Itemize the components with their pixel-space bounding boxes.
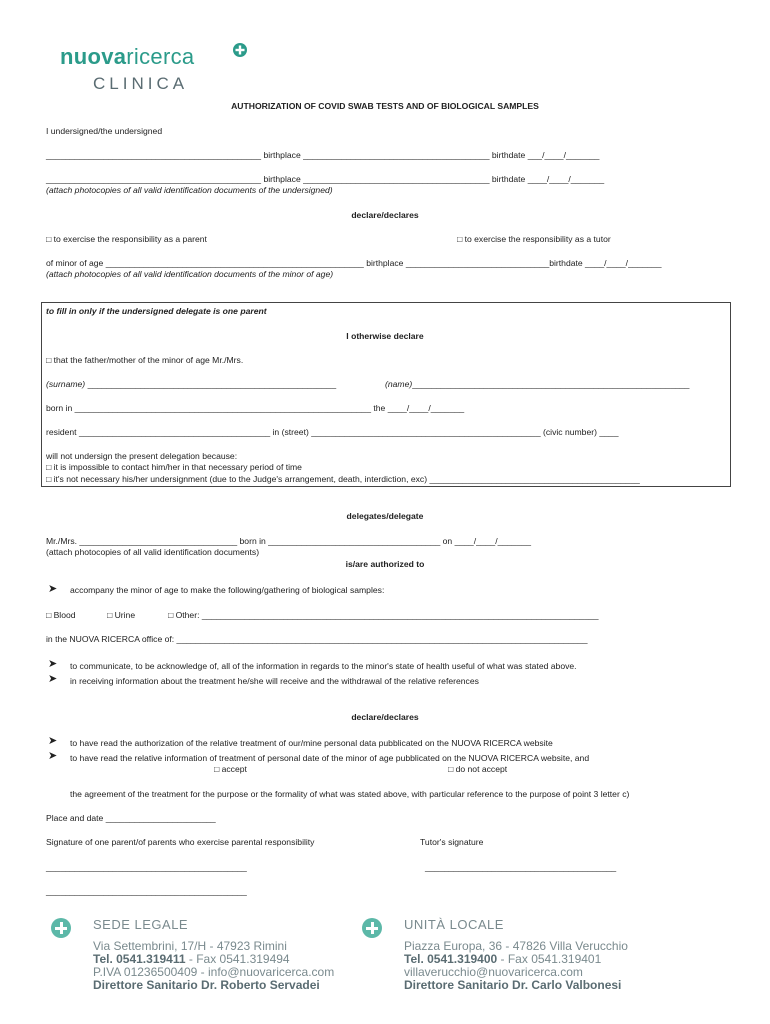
arrow-bullet-icon: ➤ [48, 735, 58, 747]
read-text-2: to have read the relative information of treatment of personal date of the minor of age pubblicated on the NUOVA RICERCA website, and [70, 753, 590, 763]
agreement-text: the agreement of the treatment for the purpose or the formality of what was stated above, with particular reference to the purpose of point 3 letter c) [70, 789, 630, 799]
not-undersign-text: will not undersign the present delegation because: [46, 451, 238, 461]
footer-right-phone: Tel. 0541.319400 - Fax 0541.319401 [404, 952, 602, 966]
footer-right-email: villaverucchio@nuovaricerca.com [404, 965, 583, 979]
signature-parent-label: Signature of one parent/of parents who exercise parental responsibility [46, 837, 315, 847]
name-label: (name) [385, 379, 413, 389]
signature-line-tutor: ________________________________________ [425, 862, 617, 872]
footer-left-address: Via Settembrini, 17/H - 47923 Rimini [93, 939, 287, 953]
footer-left-heading: SEDE LEGALE [93, 917, 189, 932]
accompany-text: accompany the minor of age to make the following/gathering of biological samples: [70, 585, 385, 595]
footer-left-piva: P.IVA 01236500409 - info@nuovaricerca.com [93, 965, 335, 979]
plus-circle-icon [362, 918, 382, 938]
footer-left-phone: Tel. 0541.319411 - Fax 0541.319494 [93, 952, 290, 966]
signature-line-parent-1: __________________________________________ [46, 862, 247, 872]
arrow-bullet-icon: ➤ [48, 658, 58, 670]
surname-line: ____________________________________________________ [87, 379, 337, 389]
option-other[interactable]: □ Other: ___________________________________________________________________________________ [168, 610, 599, 620]
otherwise-declare: I otherwise declare [346, 331, 424, 341]
option-tutor[interactable]: □ to exercise the responsibility as a tutor [457, 234, 611, 244]
option-accept[interactable]: □ accept [214, 764, 247, 774]
delegates-heading: delegates/delegate [346, 511, 424, 521]
arrow-bullet-icon: ➤ [48, 750, 58, 762]
footer-left-director: Direttore Sanitario Dr. Roberto Servadei [93, 978, 320, 992]
option-not-accept[interactable]: □ do not accept [448, 764, 508, 774]
footer-right-director: Direttore Sanitario Dr. Carlo Valbonesi [404, 978, 622, 992]
name-line: __________________________________________________________ [412, 379, 690, 389]
delegate-line: Mr./Mrs. _________________________________ born in ____________________________________ on ____/____/_______ [46, 536, 532, 546]
minor-line: of minor of age ______________________________________________________ birthplace ______________________________birthdate ____/____/_______ [46, 258, 662, 268]
attach-note-all: (attach photocopies of all valid identification documents) [46, 547, 260, 557]
declare-heading-1: declare/declares [351, 210, 419, 220]
logo-subtitle: CLINICA [93, 74, 189, 93]
surname-label: (surname) [46, 379, 86, 389]
option-parent[interactable]: □ to exercise the responsibility as a parent [46, 234, 207, 244]
attach-note-undersigned: (attach photocopies of all valid identification documents of the undersigned) [46, 185, 333, 195]
attach-note-minor: (attach photocopies of all valid identification documents of the minor of age) [46, 269, 334, 279]
resident-line: resident ________________________________________ in (street) ________________________________________________ (civic number) ____ [46, 427, 619, 437]
declare-heading-2: declare/declares [351, 712, 419, 722]
communicate-text: to communicate, to be acknowledge of, all of the information in regards to the minor's state of health useful of what was stated above. [70, 661, 577, 671]
arrow-bullet-icon: ➤ [48, 673, 58, 685]
footer-right-heading: UNITÀ LOCALE [404, 917, 504, 932]
name-row [385, 379, 689, 390]
receiving-text: in receiving information about the treatment he/she will receive and the withdrawal of the relative references [70, 676, 479, 686]
undersigned-line-2: _____________________________________________ birthplace _______________________________________ birthdate ____/____/_______ [46, 174, 605, 184]
surname-row [46, 379, 336, 390]
logo-wordmark: nuovaricerca [60, 44, 195, 69]
authorized-heading: is/are authorized to [345, 559, 425, 569]
office-line: in the NUOVA RICERCA office of: ______________________________________________________________________________________ [46, 634, 588, 644]
footer-right-address: Piazza Europa, 36 - 47826 Villa Verucchio [404, 939, 628, 953]
undersigned-label: I undersigned/the undersigned [46, 126, 163, 136]
footer-unita-locale [404, 918, 628, 992]
signature-line-parent-2: __________________________________________ [46, 886, 247, 896]
read-text-1: to have read the authorization of the relative treatment of our/mine personal data pubblicated on the NUOVA RICERCA website [70, 738, 553, 748]
plus-circle-icon [51, 918, 71, 938]
father-mother-option[interactable]: □ that the father/mother of the minor of age Mr./Mrs. [46, 355, 244, 365]
page-title: AUTHORIZATION OF COVID SWAB TESTS AND OF BIOLOGICAL SAMPLES [231, 101, 539, 111]
reason-option-2[interactable]: □ it's not necessary his/her undersignment (due to the Judge's arrangement, death, interdiction, exc) ____________________________________________ [46, 474, 640, 484]
place-date-line: Place and date _______________________ [46, 813, 216, 823]
signature-tutor-label: Tutor's signature [420, 837, 484, 847]
box-title: to fill in only if the undersigned delegate is one parent [46, 306, 267, 316]
born-line: born in ______________________________________________________________ the ____/____/_______ [46, 403, 465, 413]
arrow-bullet-icon: ➤ [48, 583, 58, 595]
reason-option-1[interactable]: □ it is impossible to contact him/her in that necessary period of time [46, 462, 302, 472]
undersigned-line-1: _____________________________________________ birthplace _______________________________________ birthdate ___/____/_______ [46, 150, 600, 160]
footer-sede-legale [93, 918, 334, 992]
option-blood[interactable]: □ Blood [46, 610, 76, 620]
option-urine[interactable]: □ Urine [107, 610, 136, 620]
plus-icon [232, 42, 248, 58]
